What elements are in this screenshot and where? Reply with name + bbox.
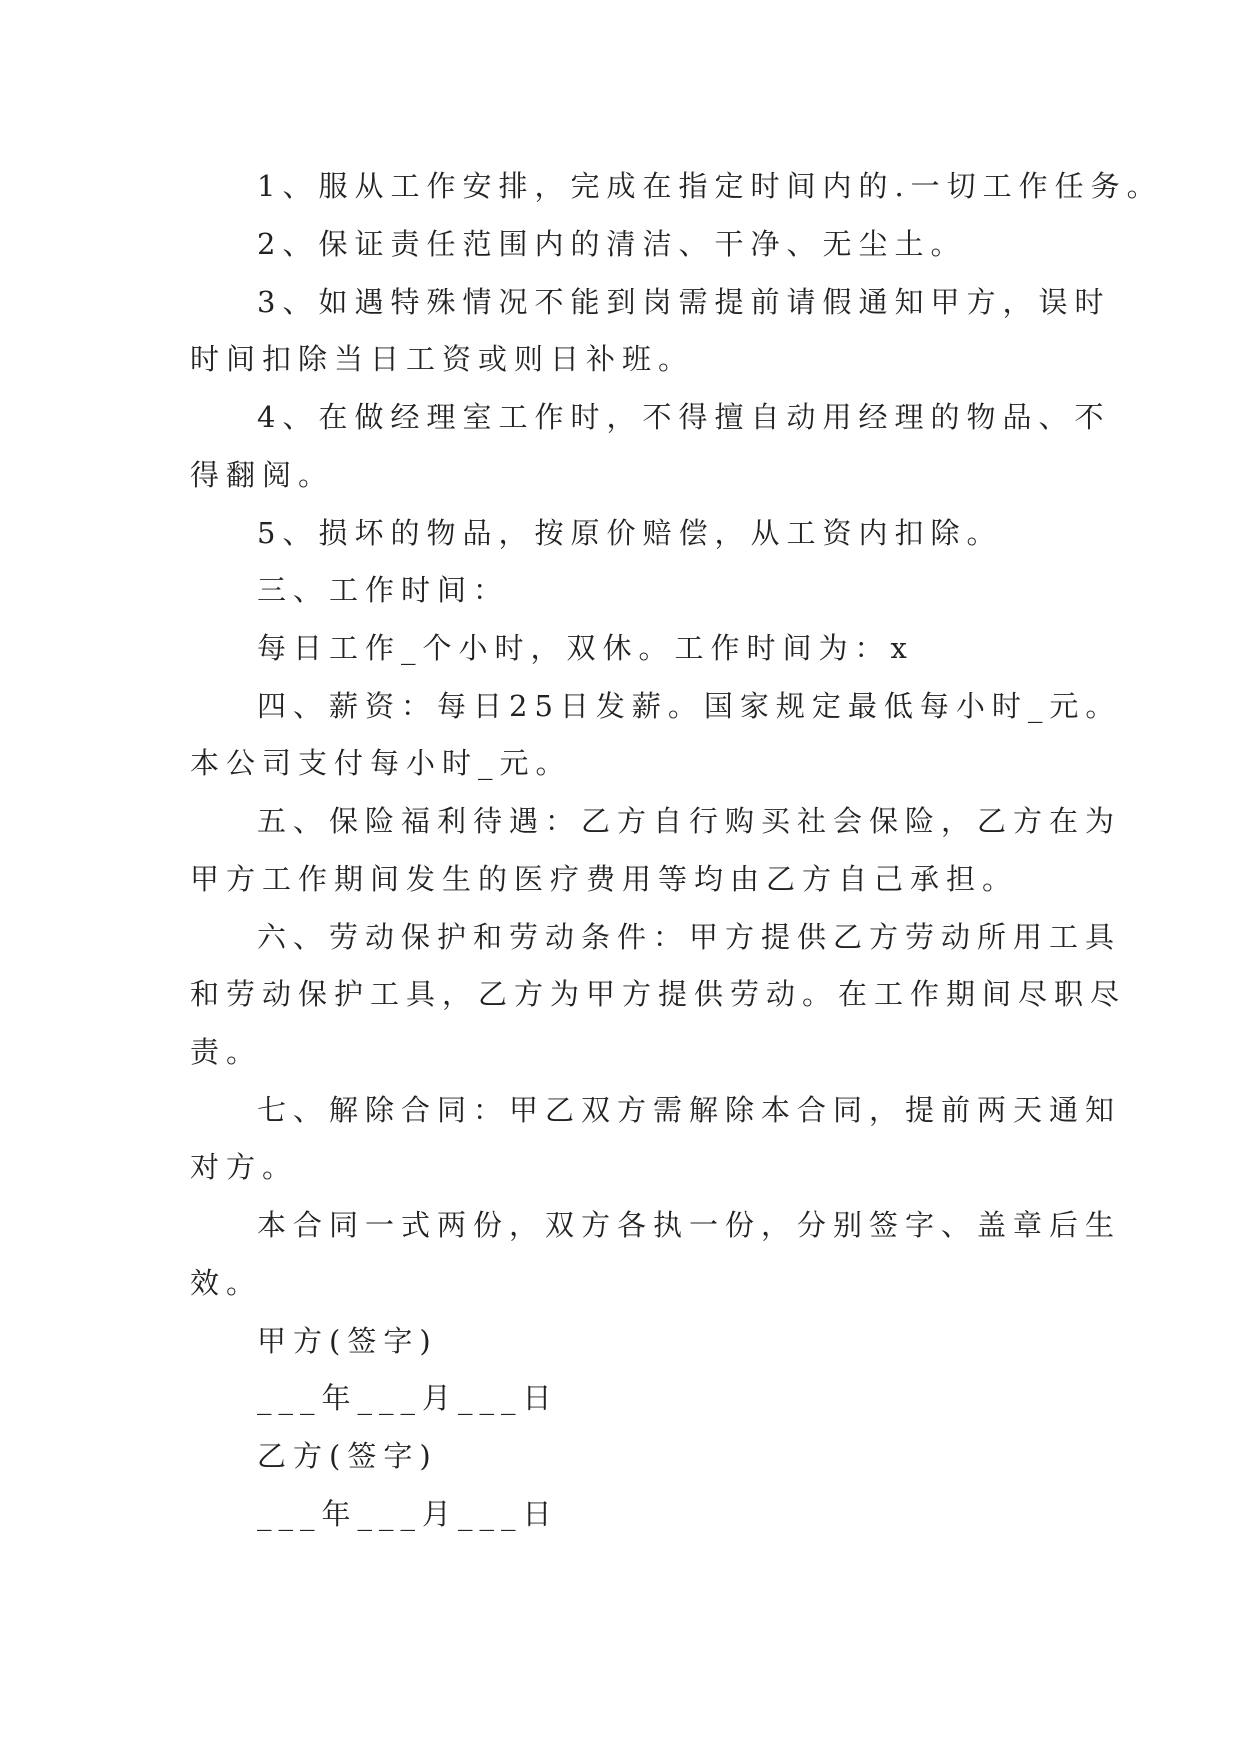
clause-3-continuation: 时间扣除当日工资或则日补班。	[190, 342, 695, 376]
section-6-continuation-2: 责。	[190, 1035, 263, 1069]
clause-4-line: 4、在做经理室工作时，不得擅自动用经理的物品、不	[257, 400, 1111, 434]
clause-3-line: 3、如遇特殊情况不能到岗需提前请假通知甲方，误时	[257, 285, 1111, 319]
section-4-continuation: 本公司支付每小时_元。	[190, 746, 572, 780]
section-5-insurance-line: 五、保险福利待遇：乙方自行购买社会保险，乙方在为	[257, 804, 1122, 838]
party-b-date-line: ___年___月___日	[257, 1497, 559, 1531]
party-a-date-line: ___年___月___日	[257, 1381, 559, 1415]
working-hours-line: 每日工作_个小时，双休。工作时间为：x	[257, 631, 914, 665]
clause-5-line: 5、损坏的物品，按原价赔偿，从工资内扣除。	[257, 516, 1003, 550]
section-6-protection-line: 六、劳动保护和劳动条件：甲方提供乙方劳动所用工具	[257, 920, 1122, 954]
clause-2-line: 2、保证责任范围内的清洁、干净、无尘土。	[257, 227, 967, 261]
party-b-signature-label: 乙方(签字)	[257, 1439, 438, 1473]
section-6-continuation-1: 和劳动保护工具，乙方为甲方提供劳动。在工作期间尽职尽	[190, 977, 1127, 1011]
party-a-signature-label: 甲方(签字)	[257, 1324, 438, 1358]
section-5-continuation: 甲方工作期间发生的医疗费用等均由乙方自己承担。	[190, 862, 1019, 896]
clause-1-line: 1、服从工作安排，完成在指定时间内的.一切工作任务。	[257, 169, 1163, 203]
section-7-continuation: 对方。	[190, 1150, 299, 1184]
section-7-termination-line: 七、解除合同：甲乙双方需解除本合同，提前两天通知	[257, 1093, 1122, 1127]
clause-4-continuation: 得翻阅。	[190, 458, 335, 492]
section-4-salary-line: 四、薪资：每日25日发薪。国家规定最低每小时_元。	[257, 689, 1122, 723]
copies-clause-continuation: 效。	[190, 1266, 263, 1300]
copies-clause-line: 本合同一式两份，双方各执一份，分别签字、盖章后生	[257, 1208, 1122, 1242]
section-3-heading: 三、工作时间：	[257, 573, 510, 607]
